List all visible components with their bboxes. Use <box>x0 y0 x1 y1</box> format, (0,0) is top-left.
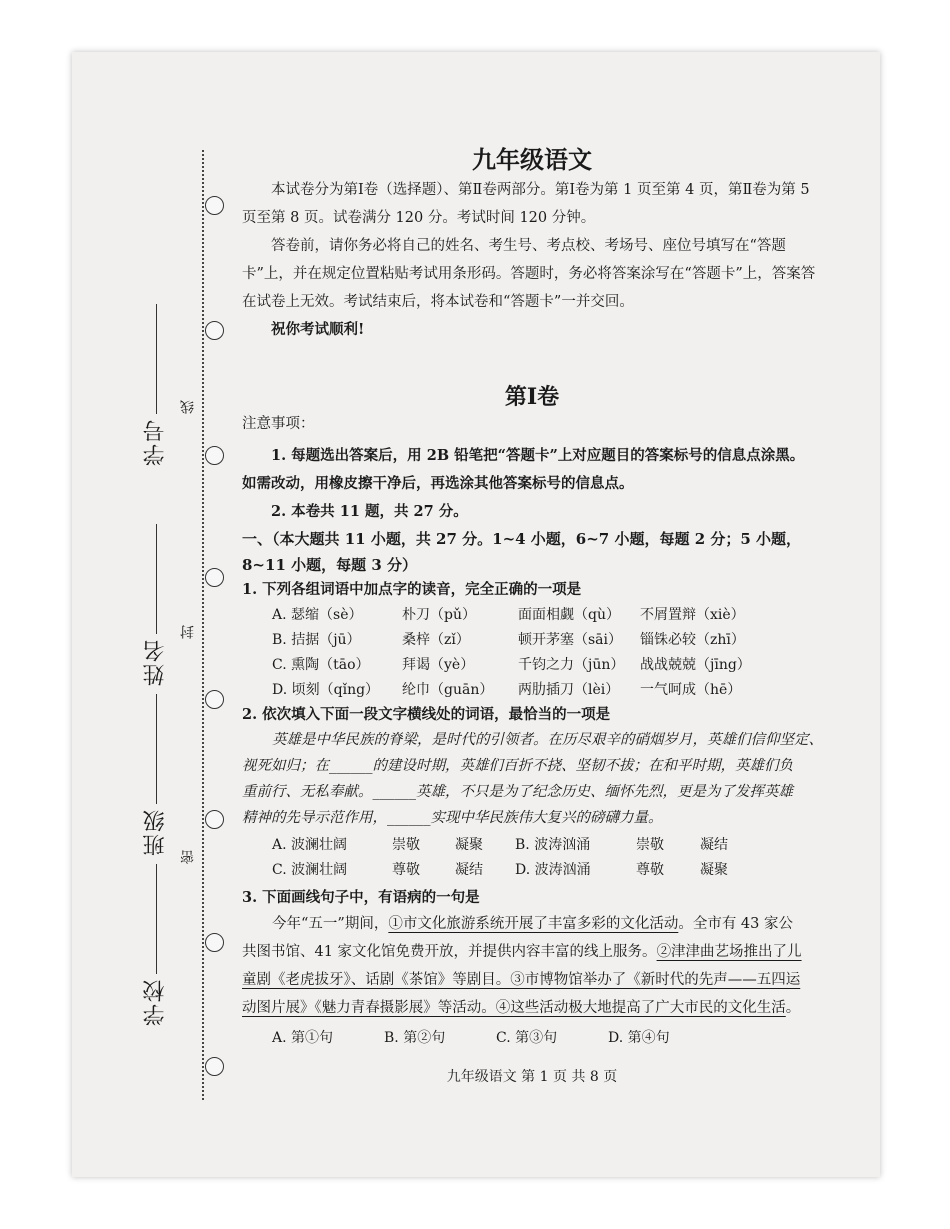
q2-stem: 2. 依次填入下面一段文字横线处的词语，最恰当的一项是 <box>242 706 611 723</box>
q1-option-d-word1: D. 顷刻（qǐng） <box>272 682 380 698</box>
q3-sentence-1: ①市文化旅游系统开展了丰富多彩的文化活动 <box>388 916 679 932</box>
q1-option-c-word4: 战战兢兢（jīng） <box>640 657 751 673</box>
q3-sentence-4: 动图片展》《魅力青春摄影展》等活动。④这些活动极大地提高了广大市民的文化生活 <box>242 1000 786 1016</box>
page-footer: 九年级语文 第 1 页 共 8 页 <box>446 1069 618 1085</box>
q2-option-a-word2: 崇敬 <box>392 837 420 853</box>
q1-option-d-word3: 两肋插刀（lèi） <box>518 682 620 698</box>
q2-option-b: B. 波涛汹涌 <box>515 837 591 853</box>
binding-dotted-line <box>202 150 204 1100</box>
q1-option-d-word2: 纶巾（guān） <box>402 682 494 698</box>
q1-option-a-word2: 朴刀（pǔ） <box>402 607 476 623</box>
q1-option-b-word1: B. 拮据（jū） <box>272 632 361 648</box>
q1-option-a-word3: 面面相觑（qù） <box>518 607 620 623</box>
notes-title: 注意事项： <box>242 416 315 432</box>
q2-option-c-word3: 凝结 <box>455 862 483 878</box>
q3-text: 。 <box>785 1000 801 1016</box>
q3-option-b: B. 第②句 <box>384 1030 446 1046</box>
q1-option-b-word2: 桑梓（zǐ） <box>402 632 470 648</box>
q2-option-d: D. 波涛汹涌 <box>515 862 591 878</box>
student-number-label: 学号 <box>143 418 168 466</box>
class-field[interactable] <box>140 690 171 856</box>
section-title: 第Ⅰ卷 <box>504 384 560 410</box>
q2-passage-line-2: 视死如归；在______的建设时期，英雄们百折不挠、坚韧不拔；在和平时期，英雄们负 <box>242 758 793 774</box>
q3-passage-line-3: 童剧《老虎拔牙》、话剧《茶馆》等剧目。③市博物馆举办了《新时代的先声——五四运 <box>242 972 801 988</box>
q3-text: 今年“五一”期间， <box>272 916 389 932</box>
binding-hole <box>205 196 224 215</box>
seal-mark-mi: 密 <box>180 850 196 864</box>
q1-option-c-word3: 千钧之力（jūn） <box>518 657 625 673</box>
part-heading-line-2: 8~11 小题，每题 3 分） <box>242 556 417 574</box>
q1-option-a-word4: 不屑置辩（xiè） <box>640 607 745 623</box>
q3-option-a: A. 第①句 <box>272 1030 334 1046</box>
student-number-field[interactable] <box>140 300 171 466</box>
q3-passage-line-2 <box>242 940 802 961</box>
q2-option-b-word3: 凝结 <box>700 837 728 853</box>
binding-hole <box>205 810 224 829</box>
intro-paragraph-2: 答卷前，请你务必将自己的姓名、考生号、考点校、考场号、座位号填写在“答题卡”上，并在规定位置粘贴考试用条形码。答题时，务必将答案涂写在“答题卡”上，答案答在试卷上无效。考试结束后，将本试卷和“答题卡”一并交回。 <box>242 238 816 310</box>
q3-stem: 3. 下面画线句子中，有语病的一句是 <box>242 889 480 906</box>
seal-mark-xian: 线 <box>180 400 196 414</box>
seal-mark-feng: 封 <box>180 625 196 639</box>
q1-option-c-word2: 拜谒（yè） <box>402 657 475 673</box>
class-label: 班级 <box>143 808 168 856</box>
binding-hole <box>205 690 224 709</box>
q3-option-c: C. 第③句 <box>496 1030 558 1046</box>
q3-passage-line-4 <box>242 996 800 1017</box>
part-heading-line-1: 一、（本大题共 11 小题，共 27 分。1~4 小题，6~7 小题，每题 2 分；5 小题， <box>242 530 802 548</box>
exam-title: 九年级语文 <box>472 145 592 174</box>
q1-option-b-word4: 锱铢必较（zhī） <box>640 632 745 648</box>
binding-hole <box>205 933 224 952</box>
name-field[interactable] <box>140 520 171 686</box>
q1-option-c-word1: C. 熏陶（tāo） <box>272 657 370 673</box>
note-2: 2. 本卷共 11 题，共 27 分。 <box>271 503 468 520</box>
q1-stem: 1. 下列各组词语中加点字的读音，完全正确的一项是 <box>242 581 582 598</box>
q2-option-c-word2: 尊敬 <box>392 862 420 878</box>
q1-option-b-word3: 顿开茅塞（sāi） <box>518 632 623 648</box>
q3-text: 共图书馆、41 家文化馆免费开放，并提供内容丰富的线上服务。 <box>242 944 657 960</box>
q2-option-b-word2: 崇敬 <box>636 837 664 853</box>
q3-sentence-2: ②津津曲艺场推出了儿 <box>656 944 802 960</box>
binding-hole <box>205 1057 224 1076</box>
q2-option-d-word3: 凝聚 <box>700 862 728 878</box>
q3-passage-line-1 <box>272 912 793 933</box>
q2-passage-line-4: 精神的先导示范作用，______实现中华民族伟大复兴的磅礴力量。 <box>242 810 663 826</box>
q2-passage-line-1: 英雄是中华民族的脊梁，是时代的引领者。在历尽艰辛的硝烟岁月，英雄们信仰坚定、 <box>272 732 823 748</box>
intro-paragraph-1: 本试卷分为第Ⅰ卷（选择题）、第Ⅱ卷两部分。第Ⅰ卷为第 1 页至第 4 页，第Ⅱ卷为第 5 页至第 8 页。试卷满分 120 分。考试时间 120 分钟。 <box>242 182 810 226</box>
binding-hole <box>205 568 224 587</box>
q1-option-d-word4: 一气呵成（hē） <box>640 682 742 698</box>
school-label: 学校 <box>143 978 168 1026</box>
school-field[interactable] <box>140 860 171 1026</box>
q2-option-d-word2: 尊敬 <box>636 862 664 878</box>
q2-option-c: C. 波澜壮阔 <box>272 862 348 878</box>
q2-option-a-word3: 凝聚 <box>455 837 483 853</box>
q3-text: 。全市有 43 家公 <box>678 916 793 932</box>
q1-option-a-word1: A. 瑟缩（sè） <box>272 607 363 623</box>
q3-option-d: D. 第④句 <box>608 1030 670 1046</box>
q2-option-a: A. 波澜壮阔 <box>272 837 348 853</box>
note-1: 1. 每题选出答案后，用 2B 铅笔把“答题卡”上对应题目的答案标号的信息点涂黑。如需改动，用橡皮擦干净后，再选涂其他答案标号的信息点。 <box>242 447 805 492</box>
name-label: 姓名 <box>143 638 168 686</box>
q2-passage-line-3: 重前行、无私奉献。______英雄，不只是为了纪念历史、缅怀先烈，更是为了发挥英雄 <box>242 784 793 800</box>
good-luck-text: 祝你考试顺利! <box>271 321 365 338</box>
binding-hole <box>205 321 224 340</box>
binding-hole <box>205 446 224 465</box>
